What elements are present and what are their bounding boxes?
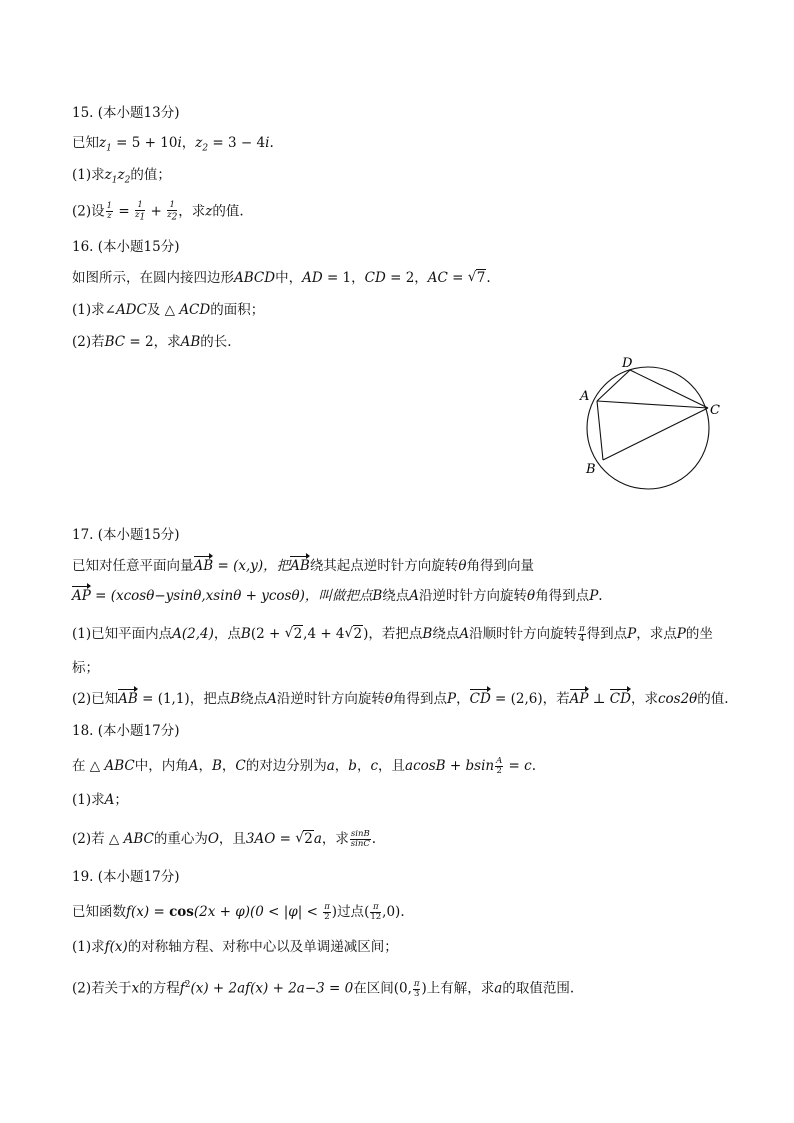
q16-tri: ACD [179,302,211,318]
q18-part2-o: O [207,831,219,847]
q15-header [72,104,179,122]
q17-header-text: 17. (本小题15分) [72,527,180,543]
q17-part2-p: P [447,691,457,707]
q18-eq1: acosB + bsin [405,758,495,774]
q15-given-prefix: 已知 [72,135,99,151]
q19-arg: (2x + φ) [193,904,250,920]
q17-part1-g: ，求点 [636,626,677,642]
label-c: C [710,403,720,418]
q17-line1-eq: = (x,y)，把 [213,558,291,574]
q19-part2-eq2: (x) + 2af(x) + 2a−3 = 0 [190,980,354,997]
q19-part1-a: (1)求 [72,939,105,955]
q19-part2-b: 的方程 [139,980,180,997]
q17-line2-theta: θ [527,588,536,604]
q16-part2-prefix: (2)若 [72,334,105,350]
q17-part2-d: 角得到点 [393,691,448,707]
label-a: A [580,389,590,404]
q18-frac-d: 2 [496,766,502,776]
q17-part2-vec-ap: AP [569,691,589,707]
q18-part2-eq1: 3AO [245,831,276,847]
q17-part2-vec-ab: AB [118,691,138,707]
q17-part2-b: 绕点 [240,691,268,707]
q17-part2-f: ，求 [630,691,658,707]
q16-ac: AC [427,270,448,286]
q15-given: 已知$z_1 = 5 + 10i$，$z_2 = 3 - 4i$. [72,135,274,154]
q17-part1-a: (1)已知平面内点 [72,626,173,642]
q18-part2-sqrt: 2 [304,831,313,847]
q17-line2-d: 沿逆时针方向旋转 [419,588,528,604]
q19-frac1-n: π [324,902,330,912]
q19-pt2: ,0) [382,904,401,920]
q18-frac-n: A [496,756,503,766]
q18-part1-a: A [104,792,115,808]
label-b: B [586,462,596,477]
q18-abc: ABC [104,758,135,774]
q19-fx: f(x) [126,904,150,920]
q15-part1-prefix: (1)求 [72,167,105,183]
q16-quad: ABCD [234,270,276,286]
q17-part1-b: ，点 [213,626,241,642]
q17-point-b-2: B [422,626,433,642]
q17-line1 [72,557,534,575]
q19-frac2-n: π [370,903,381,913]
q18-comma2: ， [221,758,236,774]
q17-point-a: A(2,4) [172,626,214,642]
q19-part2-d: 上有解，求 [426,980,495,997]
q18-line1-b: 中，内角 [134,758,189,774]
q16-line1-prefix: 如图所示，在圆内接四边形 [72,270,234,286]
q17-part2-a: (2)已知 [72,691,119,707]
q17-part2-vec-cd-2: CD [609,691,631,707]
q18-part1-end: ； [114,792,128,808]
q17-line2-b: B [372,588,383,604]
q19-cond2: ) [331,904,338,920]
diagonal-ac [597,401,708,408]
q16-header [72,238,179,256]
q15-part1-suffix: 的值； [130,167,171,183]
q19-part2-int1: (0, [393,980,412,997]
q19-line1-b: 过点 [337,904,365,920]
q18-angle-b: B [211,758,222,774]
q15-z2-value: 3 − 4 [228,135,266,151]
q17-part2-vec-cd: CD [469,691,491,707]
q17-part2-perp: ⊥ [588,691,610,707]
q19-part2-avar: a [494,980,503,997]
q19-pt1: ( [364,904,370,920]
q19-cos: cos [169,904,194,920]
side-ad [597,370,630,401]
q19-eq: = [149,904,170,920]
q17-line2 [72,587,603,605]
q15-part2-suffix: ，求 [178,203,206,220]
q17-part1-c: ，若把点 [368,626,423,642]
q15-z1-value: 5 + 10 [131,135,178,151]
q19-header [72,868,179,886]
q17-point-a-2: A [459,626,470,642]
q16-part1-prefix: (1)求∠ [72,302,116,318]
q17-part2-cos: cos2θ [657,691,698,707]
q17-part1-f: 得到点 [586,626,628,642]
q16-line1-end: . [486,270,491,286]
q18-line1-d: ，且 [378,758,406,774]
q16-line1 [72,269,491,287]
q16-part2-end: 的长. [200,334,232,350]
q17-part1-h: 的坐 [685,626,713,642]
q17-line2-c: 绕点 [382,588,410,604]
q17-line1-c: 角得到向量 [466,558,534,574]
q17-part1-wrap-text: 标； [72,660,99,676]
q19-part1-b: 的对称轴方程、对称中心以及单调递减区间； [127,939,398,955]
q19-part2 [72,976,574,999]
q18-part2-eq2: = [275,831,296,847]
q18-angle-c: C [235,758,246,774]
q19-part2-end: 的取值范围. [502,980,575,997]
q18-line1 [72,757,536,776]
q15-part2: (2)设 $\frac{1}{z}$ = $\frac{1}{z_1}$ + $\frac{1}{z_2}$ ，求z的值. [72,200,244,223]
q19-line1 [72,903,405,922]
q19-part2-c: 在区间 [353,980,394,997]
q15-part2-prefix: (2)设 [72,203,105,220]
q18-part2 [72,830,376,849]
q19-part1-fx: f(x) [104,939,128,955]
q19-part2-eq: f [179,980,185,997]
q18-part1 [72,791,128,809]
q17-point-p: P [627,626,637,642]
q18-angle-a: A [188,758,199,774]
q15-z1: $z_1$ [99,135,112,154]
q16-part2-mid: = 2，求 [125,334,181,350]
q17-sqrt1: 2 [293,626,303,642]
q17-line2-e: 角得到点 [535,588,590,604]
q16-ab: AB [180,334,201,350]
q17-line2-eq: = (xcosθ−ysinθ,xsinθ + ycosθ)，叫做把点 [90,588,373,604]
q18-line1-end: . [531,758,536,774]
q16-part1-mid: 及 △ [146,302,180,318]
q17-part2-b-pt: B [230,691,241,707]
q17-part2-theta: θ [384,691,394,707]
q18-part2-frac-d: sinC [350,839,370,849]
q19-cond1: (0 < |φ| < [249,904,323,920]
q18-part2-abc: ABC [123,831,154,847]
q17-part2-a-pt: A [267,691,277,707]
q16-bc: BC [104,334,126,350]
q16-ad: AD [302,270,323,286]
q17-line2-p: P [589,588,599,604]
side-ab [597,401,603,460]
q17-line1-a: 已知对任意平面向量 [72,558,194,574]
q19-line1-a: 已知函数 [72,904,126,920]
side-bc [603,408,708,460]
q16-angle: ADC [115,302,147,318]
q17-point-b: B [240,626,251,642]
q19-part2-frac-n: π [413,978,420,989]
q17-line2-end: . [598,588,603,604]
q16-part1-end: 的面积； [210,302,265,318]
q17-coord1: (2 + [250,626,285,642]
q18-part2-d: ，求 [321,831,349,847]
q18-comma1: ， [198,758,212,774]
q17-part2-c: 沿逆时针方向旋转 [276,691,385,707]
q17-vec-ap: AP [72,588,91,604]
q17-part1-e: 沿顺时针方向旋转 [469,626,578,642]
cyclic-quadrilateral-figure [575,352,725,492]
q16-sqrt-val: 7 [476,270,486,286]
q18-header-text: 18. (本小题17分) [72,723,180,739]
q17-theta: θ [458,558,467,574]
q15-part1: (1)求$z_1z_2$的值； [72,167,171,186]
q16-ad-val: = 1， [322,270,365,286]
q17-coord2: ,4 + 4 [303,626,345,642]
q18-line1-c: 的对边分别为 [245,758,327,774]
q18-side-b: b [348,758,357,774]
q17-frac-d: 4 [579,634,585,644]
q17-part1-d: 绕点 [432,626,460,642]
q17-vec-ab: AB [193,558,214,574]
q17-part2 [72,690,729,708]
q19-part2-frac-d: 3 [413,988,420,999]
q18-comma3: ， [334,758,349,774]
q18-part2-a: (2)若 △ [72,831,124,847]
q18-part2-c: ，且 [218,831,246,847]
q17-header [72,526,179,544]
q18-side-c: c [370,758,379,774]
circumcircle [587,367,709,489]
side-dc [630,370,708,408]
label-d: D [622,356,633,371]
q17-vec-ab-2: AB [290,558,310,574]
q18-part2-frac-n: sinB [350,829,370,839]
q17-frac-n: π [579,624,585,634]
q16-line1-mid: 中， [275,270,303,286]
q19-frac1-d: 2 [324,912,330,922]
q15-header-text: 15. (本小题13分) [72,105,180,121]
q15-part2-end: 的值. [212,203,244,220]
q18-comma4: ， [356,758,371,774]
q19-part2-x: x [131,980,140,997]
q17-part2-eq1: = (1,1)，把点 [137,691,231,707]
q18-part1-text: (1)求 [72,792,105,808]
q16-cd-val: = 2， [385,270,428,286]
q16-ac-eq: = [447,270,468,286]
q16-part1 [72,301,264,319]
q17-sqrt2: 2 [353,626,363,642]
q17-part1 [72,625,713,644]
q18-part2-end: . [371,831,376,847]
q18-eq2: = c [504,758,532,774]
q17-point-p-2: P [676,626,686,642]
q19-part2-int2: ) [421,980,427,997]
q18-side-a: a [326,758,335,774]
q19-line1-end: . [400,904,405,920]
q19-part2-a: (2)若关于 [72,980,132,997]
q17-line1-b: 绕其起点逆时针方向旋转 [309,558,459,574]
q18-line1-a: 在 △ [72,758,105,774]
q16-header-text: 16. (本小题15分) [72,239,180,255]
q19-frac2-d: 12 [370,912,382,922]
q19-part2-sup: 2 [184,980,191,990]
q16-cd: CD [364,270,386,286]
q17-part2-e: ， [456,691,470,707]
figure-svg [575,352,725,492]
q19-part1 [72,938,398,956]
q17-coord3: ) [363,626,369,642]
q19-header-text: 19. (本小题17分) [72,869,180,885]
q16-sqrt [468,269,487,287]
q18-header [72,722,179,740]
q17-part1-wrap [72,659,99,677]
q18-part2-avar: a [313,831,322,847]
q18-part2-b: 的重心为 [153,831,208,847]
q17-part2-eq2: = (2,6)，若 [490,691,570,707]
q17-part2-end: 的值. [697,691,729,707]
q16-part2 [72,333,232,351]
q17-line2-a: A [409,588,420,604]
